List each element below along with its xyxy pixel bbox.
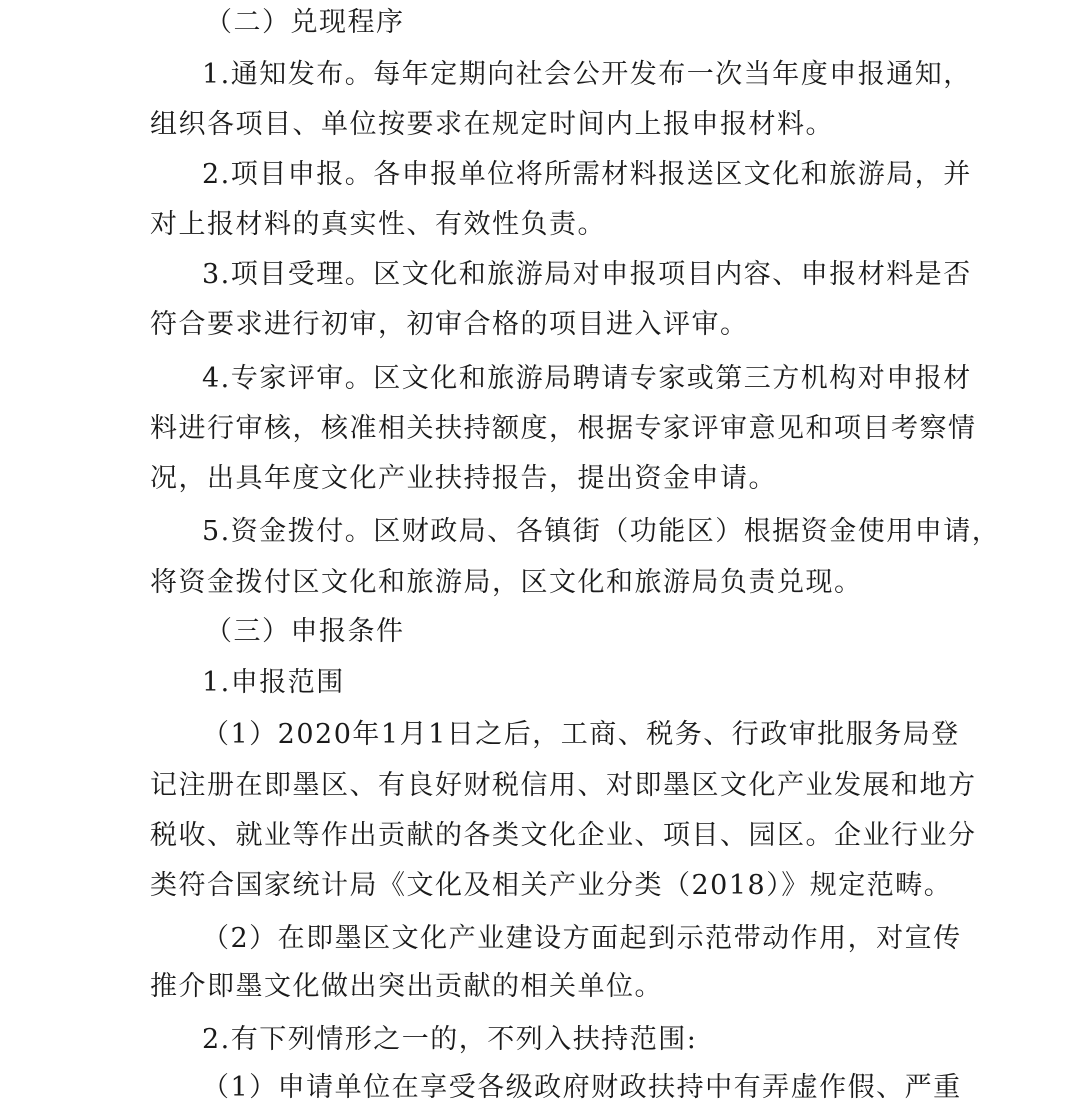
paragraph-line: 推介即墨文化做出突出贡献的相关单位。 (150, 971, 663, 1002)
paragraph-line: 税收、就业等作出贡献的各类文化企业、项目、园区。企业行业分 (150, 820, 977, 851)
paragraph-line: 1.通知发布。每年定期向社会公开发布一次当年度申报通知， (202, 59, 972, 90)
paragraph-line: 符合要求进行初审，初审合格的项目进入评审。 (150, 309, 749, 340)
paragraph-line: 类符合国家统计局《文化及相关产业分类（2018）》规定范畴。 (150, 870, 953, 901)
paragraph-line: （1）申请单位在享受各级政府财政扶持中有弄虚作假、严重 (202, 1072, 962, 1103)
paragraph-line: （2）在即墨区文化产业建设方面起到示范带动作用，对宣传 (202, 923, 962, 954)
subsection-heading: 2.有下列情形之一的，不列入扶持范围: (202, 1024, 698, 1055)
section-heading-application-conditions: （三）申报条件 (205, 616, 405, 647)
paragraph-line: 况，出具年度文化产业扶持报告，提出资金申请。 (150, 463, 777, 494)
paragraph-line: 5.资金拨付。区财政局、各镇街（功能区）根据资金使用申请， (202, 516, 1001, 547)
paragraph-line: 记注册在即墨区、有良好财税信用、对即墨区文化产业发展和地方 (150, 770, 977, 801)
paragraph-line: 2.项目申报。各申报单位将所需材料报送区文化和旅游局，并 (202, 159, 972, 190)
paragraph-line: 对上报材料的真实性、有效性负责。 (150, 209, 606, 240)
paragraph-line: 料进行审核，核准相关扶持额度，根据专家评审意见和项目考察情 (150, 413, 977, 444)
paragraph-line: （1）2020年1月1日之后，工商、税务、行政审批服务局登 (202, 719, 960, 750)
paragraph-line: 3.项目受理。区文化和旅游局对申报项目内容、申报材料是否 (202, 259, 972, 290)
paragraph-line: 将资金拨付区文化和旅游局，区文化和旅游局负责兑现。 (150, 567, 863, 598)
subsection-heading: 1.申报范围 (202, 667, 345, 698)
paragraph-line: 组织各项目、单位按要求在规定时间内上报申报材料。 (150, 109, 834, 140)
section-heading-redemption-procedure: （二）兑现程序 (205, 7, 405, 38)
paragraph-line: 4.专家评审。区文化和旅游局聘请专家或第三方机构对申报材 (202, 363, 972, 394)
